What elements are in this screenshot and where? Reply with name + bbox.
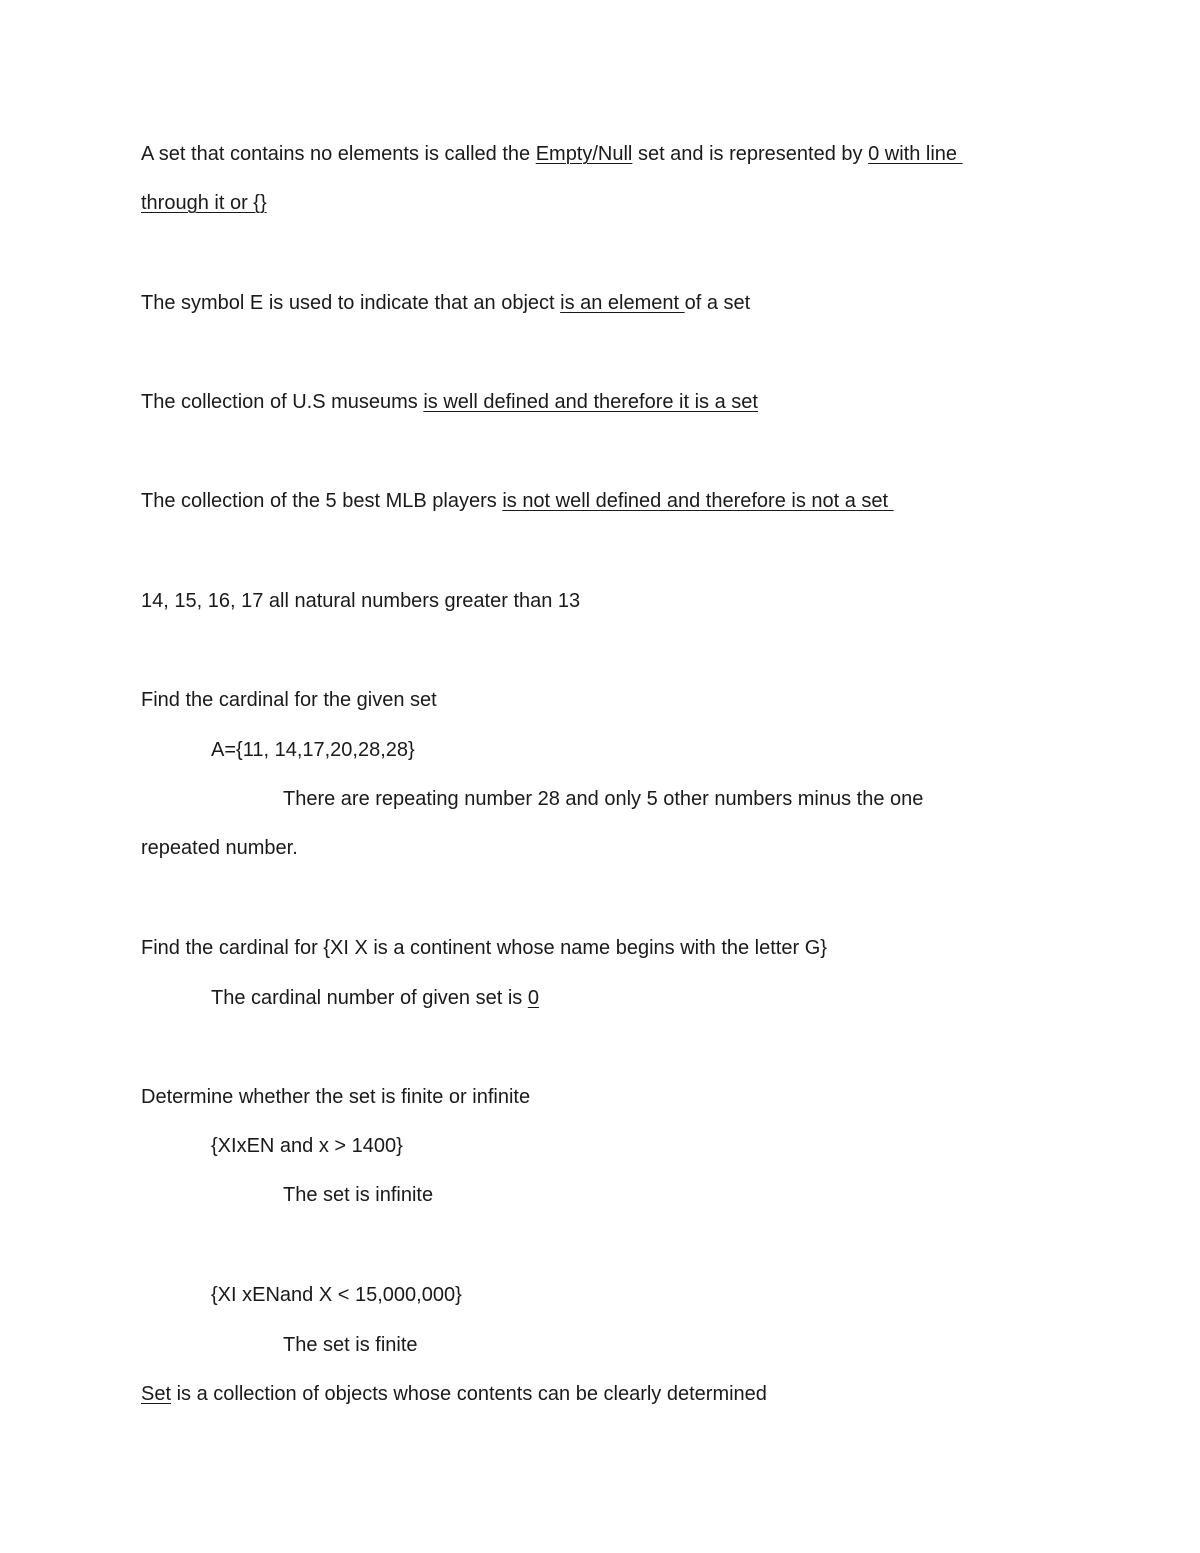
set-1-definition: {XIxEN and x > 1400} [211,1135,403,1157]
set-2-answer: The set is finite [283,1334,418,1356]
finite-infinite-question: Determine whether the set is finite or infinite [141,1086,531,1108]
cardinal-answer-1-line-1: There are repeating number 28 and only 5 other numbers minus the one [283,788,924,810]
text-run: set and is represented by [632,143,869,165]
cardinal-question-2: Find the cardinal for {XI X is a continent whose name begins with the letter G} [141,937,827,959]
museums-statement [141,390,758,414]
underlined-answer: through it or {} [141,192,267,214]
cardinal-question-1: Find the cardinal for the given set [141,689,437,711]
set-2-definition: {XI xENand X < 15,000,000} [211,1284,462,1306]
text-run: The collection of U.S museums [141,391,424,413]
underlined-answer: is well defined and therefore it is a set [423,391,758,413]
element-symbol-statement [141,291,750,315]
cardinal-answer-2 [211,986,539,1010]
empty-set-definition-line-1 [141,142,963,166]
underlined-answer: 0 [527,987,539,1009]
cardinal-answer-1-line-2: repeated number. [141,837,298,859]
underlined-answer: is not well defined and therefore is not a set [502,490,894,512]
mlb-players-statement [141,489,894,513]
empty-set-definition-line-2 [141,191,267,215]
underlined-answer: is an element [560,292,685,314]
text-run: The cardinal number of given set is [211,987,528,1009]
text-run: The symbol E is used to indicate that an object [141,292,561,314]
text-run: The collection of the 5 best MLB players [141,490,503,512]
set-definition-statement [141,1382,767,1406]
underlined-answer: 0 with line [868,143,963,165]
set-1-answer: The set is infinite [283,1184,434,1206]
text-run: is a collection of objects whose contents can be clearly determined [171,1383,767,1405]
text-run: A set that contains no elements is called the [141,143,536,165]
natural-numbers-statement: 14, 15, 16, 17 all natural numbers greater than 13 [141,590,581,612]
underlined-answer: Set [141,1383,172,1405]
underlined-answer: Empty/Null [535,143,633,165]
set-a-definition: A={11, 14,17,20,28,28} [211,739,415,761]
text-run: of a set [684,292,751,314]
